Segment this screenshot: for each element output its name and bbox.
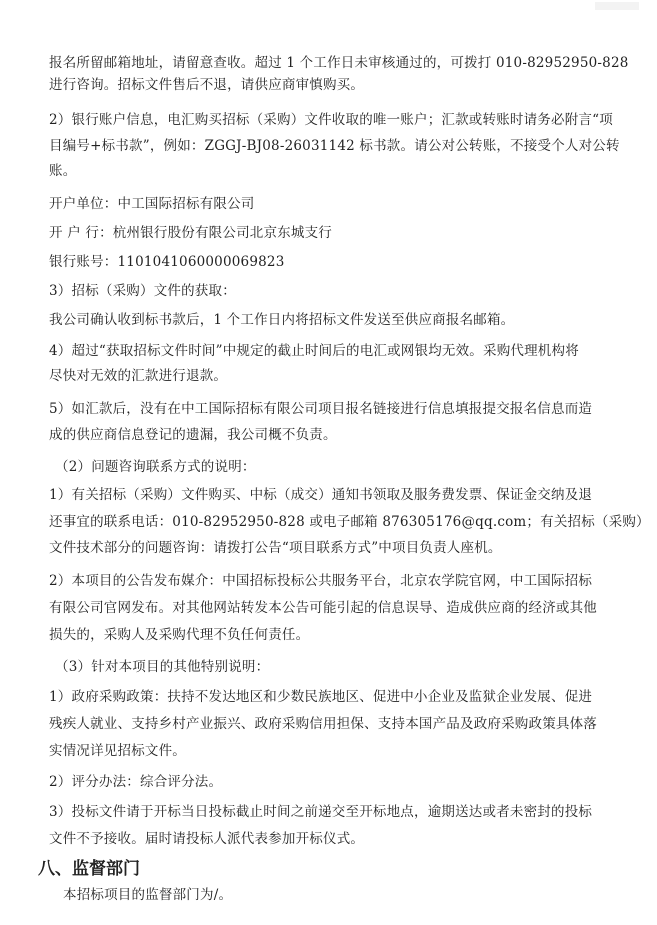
text-line: 文件不予接收。届时请投标人派代表参加开标仪式。 bbox=[49, 831, 365, 847]
account-name: 开户单位：中工国际招标有限公司 bbox=[49, 196, 255, 212]
text-line: 残疾人就业、支持乡村产业振兴、政府采购信用担保、支持本国产品及政府采购政策具体落 bbox=[49, 716, 597, 732]
text-line: 账。 bbox=[49, 163, 77, 179]
account-number: 银行账号：1101041060000069823 bbox=[49, 254, 285, 270]
text-line: 1）政府采购政策：扶持不发达地区和少数民族地区、促进中小企业及监狱企业发展、促进 bbox=[49, 689, 593, 705]
text-line: 3）投标文件请于开标当日投标截止时间之前递交至开标地点，逾期送达或者未密封的投标 bbox=[49, 804, 593, 820]
text-line: 有限公司官网发布。对其他网站转发本公告可能引起的信息误导、造成供应商的经济或其他 bbox=[49, 600, 597, 616]
text-line: 实情况详见招标文件。 bbox=[49, 743, 186, 759]
text-line: 损失的，采购人及采购代理不负任何责任。 bbox=[49, 627, 310, 643]
scan-artifact bbox=[595, 2, 639, 10]
text-line: 文件技术部分的问题咨询：请拨打公告“项目联系方式”中项目负责人座机。 bbox=[49, 540, 502, 556]
text-line: 2）评分办法：综合评分法。 bbox=[49, 774, 223, 790]
text-line: 尽快对无效的汇款进行退款。 bbox=[49, 368, 228, 384]
text-line: 成的供应商信息登记的遗漏，我公司概不负责。 bbox=[49, 427, 337, 443]
text-line: 5）如汇款后，没有在中工国际招标有限公司项目报名链接进行信息填报提交报名信息而造 bbox=[49, 401, 593, 417]
text-line: 1）有关招标（采购）文件购买、中标（成交）通知书领取及服务费发票、保证金交纳及退 bbox=[49, 487, 593, 503]
section-subtitle: （3）针对本项目的其他特别说明： bbox=[55, 659, 270, 675]
section-subtitle: （2）问题咨询联系方式的说明： bbox=[55, 459, 256, 475]
text-line: 我公司确认收到标书款后，1 个工作日内将招标文件发送至供应商报名邮箱。 bbox=[49, 312, 515, 328]
text-line: 4）超过“获取招标文件时间”中规定的截止时间后的电汇或网银均无效。采购代理机构将 bbox=[49, 343, 579, 359]
text-line: 本招标项目的监督部门为/。 bbox=[63, 887, 233, 903]
text-line: 报名所留邮箱地址，请留意查收。超过 1 个工作日未审核通过的，可拨打 010-82952950-828 bbox=[49, 55, 629, 71]
text-line: 目编号+标书款”，例如：ZGGJ-BJ08-26031142 标书款。请公对公转账，不接受个人对公转 bbox=[49, 138, 620, 154]
text-line: 2）本项目的公告发布媒介：中国招标投标公共服务平台，北京农学院官网，中工国际招标 bbox=[49, 573, 593, 589]
text-line: 2）银行账户信息，电汇购买招标（采购）文件收取的唯一账户；汇款或转账时请务必附言“项 bbox=[49, 112, 613, 128]
section-heading: 八、监督部门 bbox=[38, 859, 140, 879]
section-subtitle: 3）招标（采购）文件的获取： bbox=[49, 283, 236, 299]
text-line: 还事宜的联系电话：010-82952950-828 或电子邮箱 876305176@qq.com；有关招标（采购） bbox=[49, 514, 650, 530]
text-line: 进行咨询。招标文件售后不退，请供应商审慎购买。 bbox=[49, 77, 365, 93]
bank-name: 开 户 行：杭州银行股份有限公司北京东城支行 bbox=[49, 225, 332, 241]
